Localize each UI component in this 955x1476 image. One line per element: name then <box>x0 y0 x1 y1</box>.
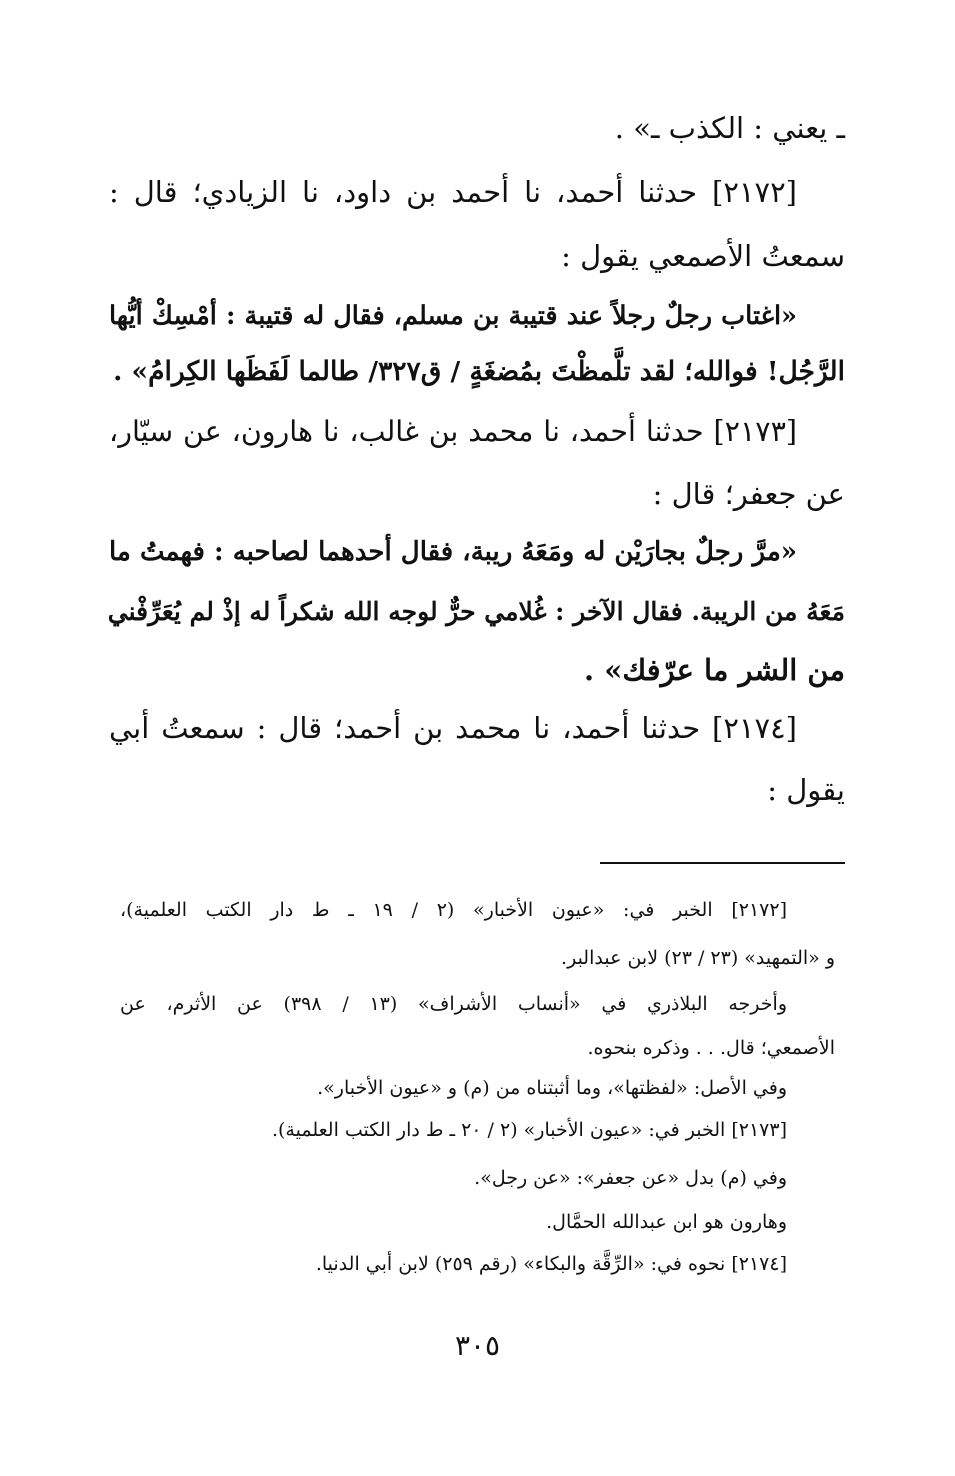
footnote-line-5: وفي الأصل: «لفظتها»، وما أثبتناه من (م) و «عيون الأخبار». <box>317 1077 787 1099</box>
text-line-2: [٢١٧٢] حدثنا أحمد، نا أحمد بن داود، نا الزيادي؛ قال : <box>109 175 797 209</box>
quote-line-2: الرَّجُل! فوالله؛ لقد تلَّمظْتَ بمُضغَةٍ / ق٣٢٧/ طالما لَفَظَها الكِرامُ» . <box>113 356 845 387</box>
text-line-6: [٢١٧٣] حدثنا أحمد، نا محمد بن غالب، نا هارون، عن سيّار، <box>109 415 797 448</box>
quote-line-3: «مرَّ رجلٌ بجارَيْن له ومَعَهُ ريبة، فقال أحدهما لصاحبه : فهمتُ ما <box>109 537 797 567</box>
footnote-line-8: وهارون هو ابن عبدالله الحمَّال. <box>546 1211 787 1233</box>
footnote-line-7: وفي (م) بدل «عن جعفر»: «عن رجل». <box>474 1167 787 1189</box>
footnote-line-9: [٢١٧٤] نحوه في: «الرِّقَّة والبكاء» (رقم ٢٥٩) لابن أبي الدنيا. <box>315 1253 787 1275</box>
footnote-line-4: الأصمعي؛ قال. . . وذكره بنحوه. <box>587 1037 835 1059</box>
page-number: ٣٠٥ <box>454 1329 501 1362</box>
text-line-3: سمعتُ الأصمعي يقول : <box>561 239 845 273</box>
text-line-1: ـ يعني : الكذب ـ» . <box>614 111 845 145</box>
text-line-7: عن جعفر؛ قال : <box>652 477 845 511</box>
footnote-line-6: [٢١٧٣] الخبر في: «عيون الأخبار» (٢ / ٢٠ ـ ط دار الكتب العلمية). <box>271 1119 787 1141</box>
quote-line-1: «اغتاب رجلٌ رجلاً عند قتيبة بن مسلم، فقال له قتيبة : أمْسِكْ أيُّها <box>109 301 797 331</box>
text-line-11: [٢١٧٤] حدثنا أحمد، نا محمد بن أحمد؛ قال : سمعتُ أبي <box>109 711 797 745</box>
quote-line-4: مَعَهُ من الريبة. فقال الآخر : غُلامي حرٌّ لوجه الله شكراً له إذْ لم يُعَرِّفْني <box>107 597 845 626</box>
footnote-line-3: وأخرجه البلاذري في «أنساب الأشراف» (١٣ / ٣٩٨) عن الأثرم، عن <box>120 993 787 1015</box>
quote-line-5: من الشر ما عرّفك» . <box>584 653 845 687</box>
footnote-separator <box>600 862 845 864</box>
footnote-line-2: و «التمهيد» (٢٣ / ٢٣) لابن عبدالبر. <box>561 947 835 969</box>
text-line-12: يقول : <box>767 773 845 807</box>
footnote-line-1: [٢١٧٢] الخبر في: «عيون الأخبار» (٢ / ١٩ ـ ط دار الكتب العلمية)، <box>120 899 787 921</box>
